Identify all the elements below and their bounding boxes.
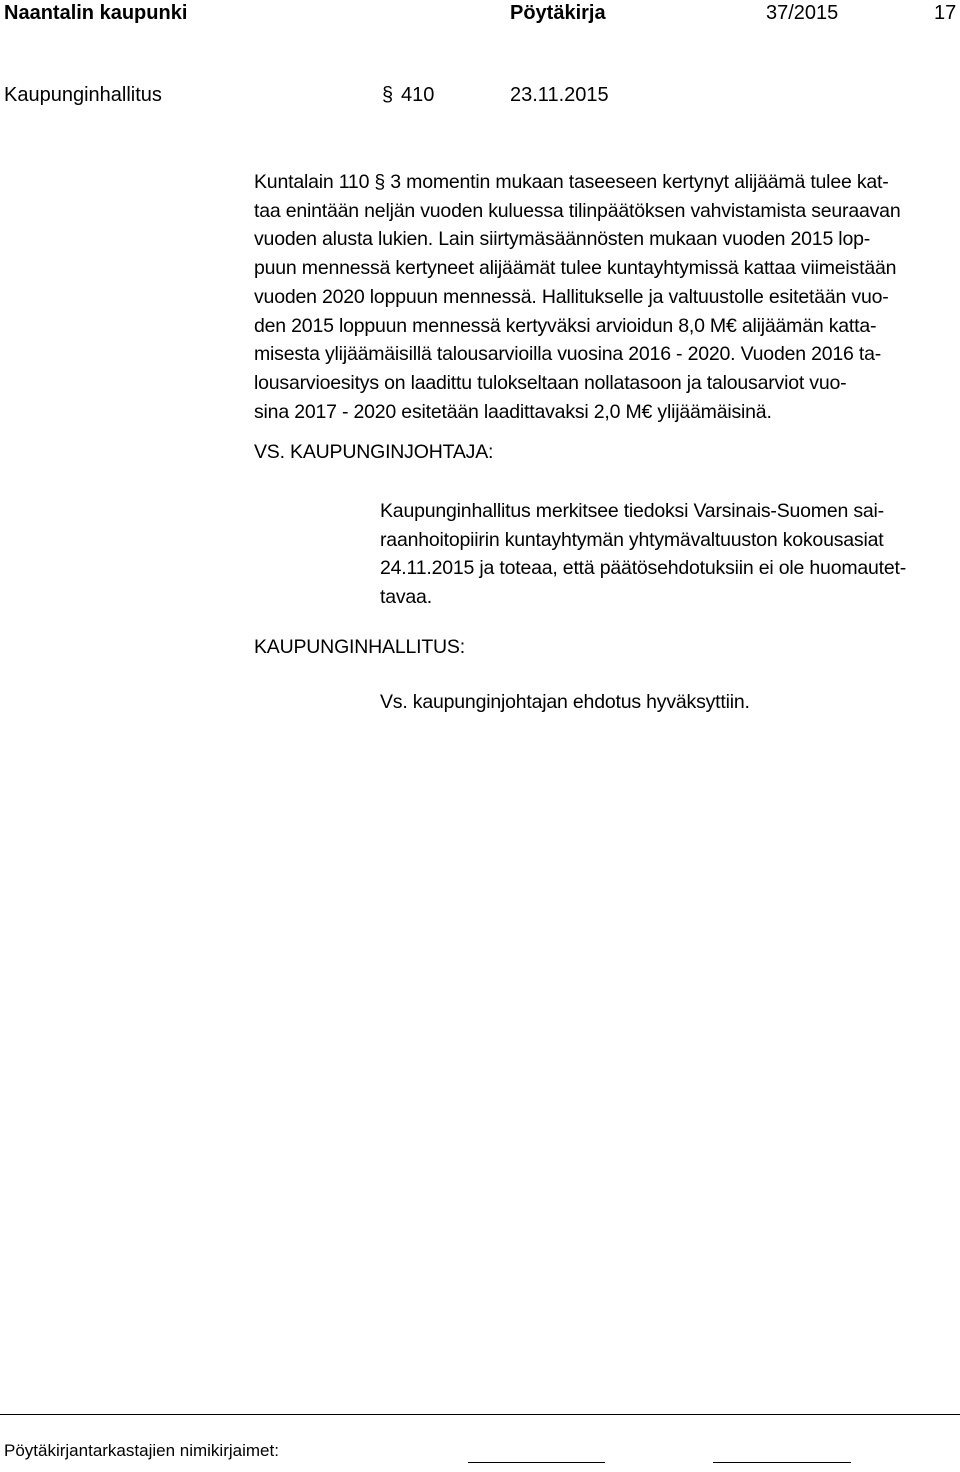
paragraph-line: sina 2017 - 2020 esitetään laadittavaksi 2,0 M€ ylijäämäisinä. bbox=[254, 400, 772, 423]
proposal-line: Kaupunginhallitus merkitsee tiedoksi Varsinais-Suomen sai- bbox=[380, 500, 884, 522]
meeting-date: 23.11.2015 bbox=[510, 84, 609, 106]
paragraph-line: misesta ylijäämäisillä talousarvioilla vuosina 2016 - 2020. Vuoden 2016 ta- bbox=[254, 343, 882, 366]
decision-heading: KAUPUNGINHALLITUS: bbox=[254, 636, 465, 658]
section-sign: § bbox=[382, 84, 394, 106]
paragraph-line: puun mennessä kertyneet alijäämät tulee kuntayhtymissä kattaa viimeistään bbox=[254, 257, 897, 280]
paragraph-line: Kuntalain 110 § 3 momentin mukaan taseeseen kertynyt alijäämä tulee kat- bbox=[254, 171, 889, 193]
decision-text: Vs. kaupunginjohtajan ehdotus hyväksyttiin. bbox=[380, 691, 750, 713]
proposal-heading: VS. KAUPUNGINJOHTAJA: bbox=[254, 441, 494, 463]
footer-divider bbox=[0, 1414, 960, 1415]
signature-line bbox=[468, 1462, 605, 1463]
organization-name: Naantalin kaupunki bbox=[4, 2, 188, 24]
main-paragraph bbox=[254, 168, 900, 426]
proposal-line: raanhoitopiirin kuntayhtymän yhtymävaltuuston kokousasiat bbox=[380, 528, 884, 551]
signature-label: Pöytäkirjantarkastajien nimikirjaimet: bbox=[4, 1441, 279, 1460]
signature-line bbox=[713, 1462, 851, 1463]
paragraph-line: lousarvioesitys on laadittu tulokseltaan nollatasoon ja talousarviot vuo- bbox=[254, 371, 847, 394]
section-number: 410 bbox=[401, 84, 435, 106]
proposal-paragraph bbox=[380, 497, 906, 612]
paragraph-line: vuoden alusta lukien. Lain siirtymäsäännösten mukaan vuoden 2015 lop- bbox=[254, 228, 871, 251]
proposal-line: tavaa. bbox=[380, 586, 432, 609]
paragraph-line: den 2015 loppuun mennessä kertyväksi arvioidun 8,0 M€ alijäämän katta- bbox=[254, 314, 877, 337]
protocol-number: 37/2015 bbox=[766, 2, 839, 24]
document-type: Pöytäkirja bbox=[510, 2, 606, 24]
body-name: Kaupunginhallitus bbox=[4, 84, 162, 106]
paragraph-line: vuoden 2020 loppuun mennessä. Hallitukselle ja valtuustolle esitetään vuo- bbox=[254, 285, 889, 308]
proposal-line: 24.11.2015 ja toteaa, että päätösehdotuksiin ei ole huomautet- bbox=[380, 557, 907, 580]
paragraph-line: taa enintään neljän vuoden kuluessa tilinpäätöksen vahvistamista seuraavan bbox=[254, 199, 901, 222]
page-number: 17 bbox=[934, 2, 957, 24]
